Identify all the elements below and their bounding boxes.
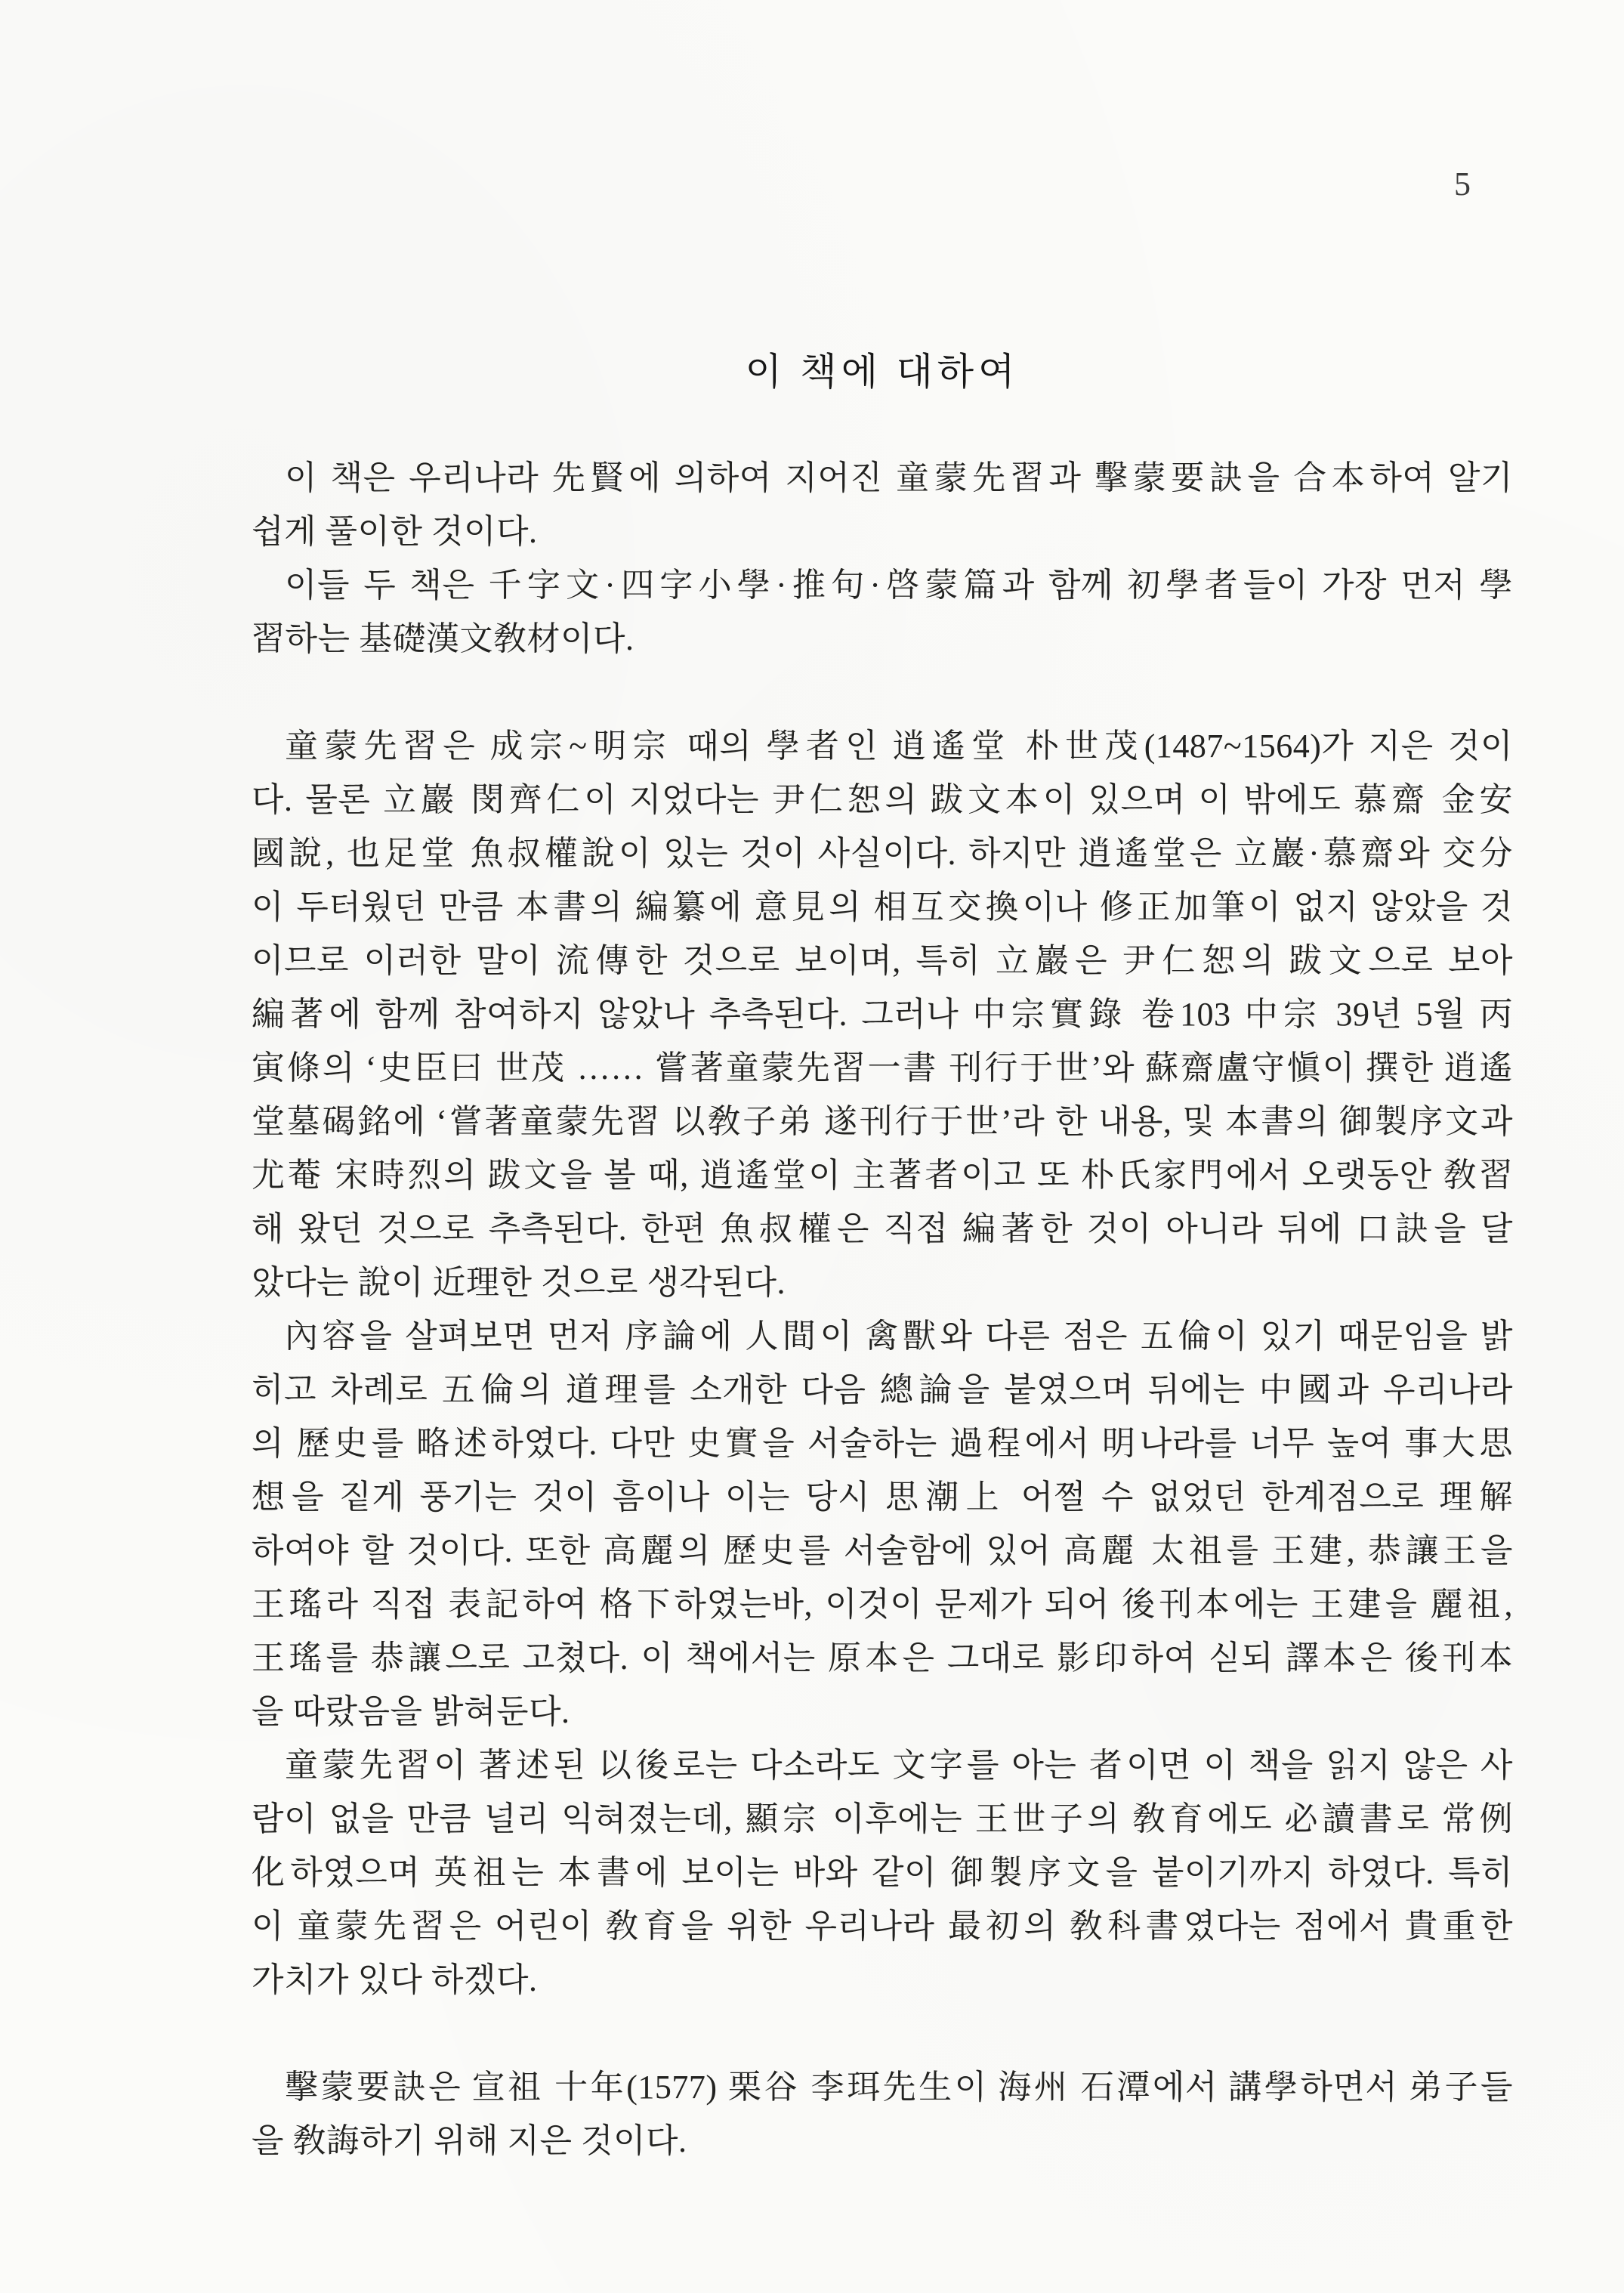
text-line: 을 따랐음을 밝혀둔다. (252, 1693, 570, 1730)
page-number: 5 (1454, 165, 1471, 202)
text-line: 國說, 也足堂 魚叔權說이 있는 것이 사실이다. 하지만 逍遙堂은 立巖·慕齋와 交分 (252, 835, 1513, 872)
text-line: 習하는 基礎漢文敎材이다. (252, 620, 634, 657)
text-line: 쉽게 풀이한 것이다. (252, 513, 538, 550)
page-body (252, 451, 1513, 2168)
paragraph (252, 2060, 1513, 2168)
text-line: 았다는 說이 近理한 것으로 생각된다. (252, 1264, 786, 1301)
text-line: 堂墓碣銘에 ‘嘗著童蒙先習 以敎子弟 遂刊行于世’라 한 내용, 및 本書의 御製序文과 (252, 1103, 1513, 1140)
page-title: 이 책에 대하여 (745, 351, 1020, 393)
text-line: 童蒙先習은 成宗~明宗 때의 學者인 逍遙堂 朴世茂(1487~1564)가 지은 것이 (285, 728, 1513, 765)
text-line: 想을 짙게 풍기는 것이 흠이나 이는 당시 思潮上 어쩔 수 없었던 한계점으로 理解 (252, 1479, 1513, 1516)
text-line: 擊蒙要訣은 宣祖 十年(1577) 栗谷 李珥先生이 海州 石潭에서 講學하면서 弟子들 (285, 2069, 1513, 2106)
text-line: 가치가 있다 하겠다. (252, 1961, 538, 1998)
text-line: 王瑤를 恭讓으로 고쳤다. 이 책에서는 原本은 그대로 影印하여 싣되 譯本은 後刊本 (252, 1639, 1513, 1676)
paragraph (252, 719, 1513, 1309)
text-line: 하여야 할 것이다. 또한 高麗의 歷史를 서술함에 있어 高麗 太祖를 王建, 恭讓王을 (252, 1532, 1513, 1569)
paragraph (252, 558, 1513, 666)
text-line: 이므로 이러한 말이 流傳한 것으로 보이며, 특히 立巖은 尹仁恕의 跋文으로 보아 (252, 942, 1513, 979)
text-line: 童蒙先習이 著述된 以後로는 다소라도 文字를 아는 者이면 이 책을 읽지 않은 사 (285, 1747, 1513, 1784)
text-line: 히고 차례로 五倫의 道理를 소개한 다음 總論을 붙였으며 뒤에는 中國과 우리나라 (252, 1371, 1513, 1408)
text-line: 內容을 살펴보면 먼저 序論에 人間이 禽獸와 다른 점은 五倫이 있기 때문임을 밝 (285, 1318, 1513, 1355)
text-line: 編著에 함께 참여하지 않았나 추측된다. 그러나 中宗實錄 卷103 中宗 39년 5월 丙 (252, 996, 1513, 1033)
text-line: 이 童蒙先習은 어린이 敎育을 위한 우리나라 最初의 敎科書였다는 점에서 貴重한 (252, 1908, 1513, 1945)
paragraph (252, 1309, 1513, 1738)
text-line: 의 歷史를 略述하였다. 다만 史實을 서술하는 過程에서 明나라를 너무 높여 事大思 (252, 1425, 1513, 1462)
text-line: 王瑤라 직접 表記하여 格下하였는바, 이것이 문제가 되어 後刊本에는 王建을 麗祖, (252, 1586, 1513, 1623)
text-line: 해 왔던 것으로 추측된다. 한편 魚叔權은 직접 編著한 것이 아니라 뒤에 口訣을 달 (252, 1210, 1513, 1247)
text-line: 람이 없을 만큼 널리 익혀졌는데, 顯宗 이후에는 王世子의 敎育에도 必讀書로 常例 (252, 1800, 1513, 1837)
text-line: 尤菴 宋時烈의 跋文을 볼 때, 逍遙堂이 主著者이고 또 朴氏家門에서 오랫동안 敎習 (252, 1157, 1513, 1194)
paragraph (252, 451, 1513, 558)
text-line: 을 敎誨하기 위해 지은 것이다. (252, 2122, 687, 2159)
text-line: 이 책은 우리나라 先賢에 의하여 지어진 童蒙先習과 擊蒙要訣을 合本하여 알기 (285, 459, 1513, 496)
text-line: 이들 두 책은 千字文·四字小學·推句·啓蒙篇과 함께 初學者들이 가장 먼저 學 (285, 567, 1513, 604)
text-line: 다. 물론 立巖 閔齊仁이 지었다는 尹仁恕의 跋文本이 있으며 이 밖에도 慕齋 金安 (252, 781, 1513, 818)
text-line: 寅條의 ‘史臣曰 世茂 …… 嘗著童蒙先習一書 刊行于世’와 蘇齋盧守愼이 撰한 逍遙 (252, 1049, 1513, 1086)
text-line: 이 두터웠던 만큼 本書의 編纂에 意見의 相互交換이나 修正加筆이 없지 않았을 것 (252, 888, 1513, 926)
paragraph (252, 1738, 1513, 2007)
text-line: 化하였으며 英祖는 本書에 보이는 바와 같이 御製序文을 붙이기까지 하였다. 특히 (252, 1854, 1513, 1891)
